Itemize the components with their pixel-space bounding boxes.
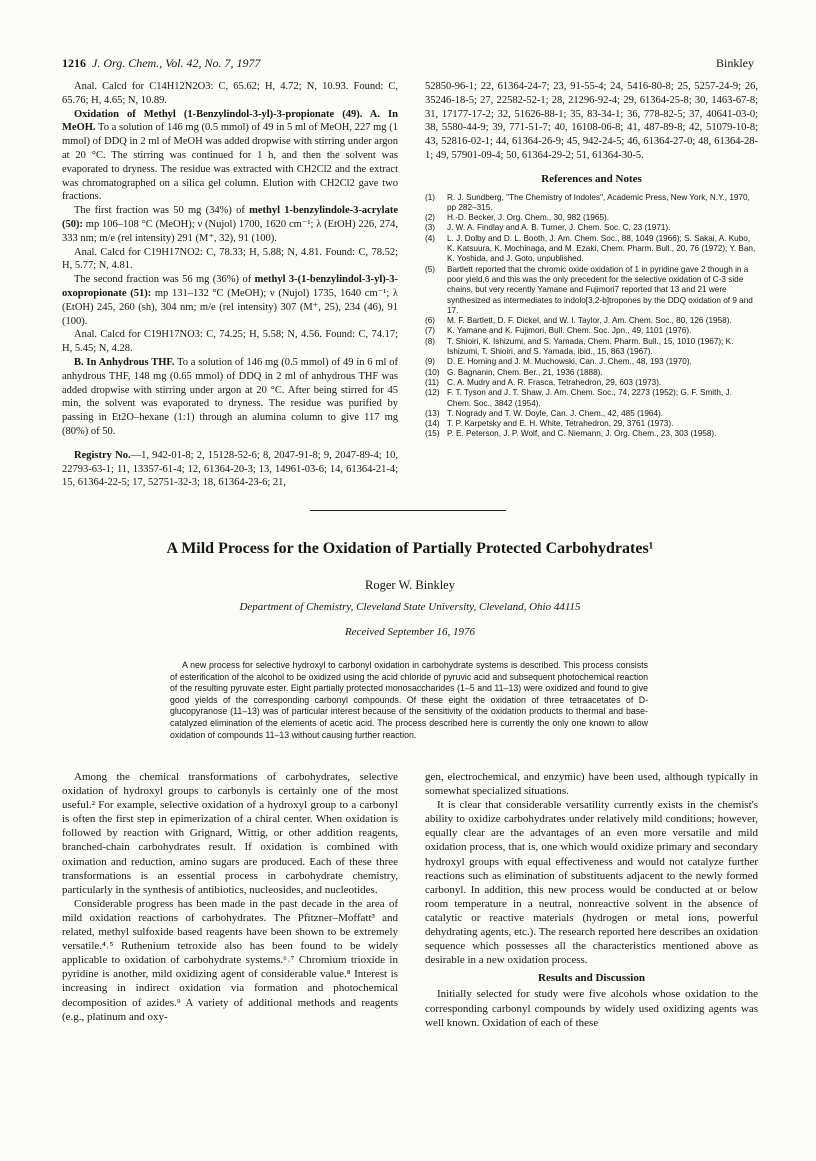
reference-text: G. Bagnanin, Chem. Ber., 21, 1936 (1888). bbox=[447, 367, 603, 377]
reference-item bbox=[425, 213, 758, 223]
reference-text: L. J. Dolby and D. L. Booth, J. Am. Chem. Soc., 88, 1049 (1966); S. Sakai, A. Kubo, K. Katsuura, K. Mochinaga, and M. Ezaki, Chem. Pharm. Bull., 20, 76 (1972); Y. Ban, K. Yoshida, and J. Goto, unpublished. bbox=[447, 233, 756, 264]
reference-number: (9) bbox=[425, 357, 436, 367]
analysis-paragraph: Anal. Calcd for C14H12N2O3: C, 65.62; H, 4.72; N, 10.93. Found: C, 65.76; H, 4.65; N, 10.89. bbox=[62, 81, 398, 106]
reference-number: (8) bbox=[425, 336, 436, 346]
reference-item bbox=[425, 223, 758, 233]
article-author: Roger W. Binkley bbox=[365, 578, 455, 592]
registry-label: Registry No. bbox=[74, 449, 131, 461]
thf-paragraph bbox=[62, 356, 398, 439]
reference-text: J. W. A. Findlay and A. B. Turner, J. Chem. Soc. C, 23 (1971). bbox=[447, 223, 671, 233]
compound-name: methyl 3-(1-benzylindol-3-yl)-3-oxopropionate (51): bbox=[62, 274, 398, 299]
reference-number: (10) bbox=[425, 367, 440, 377]
reference-item bbox=[425, 316, 758, 326]
article-right-column bbox=[425, 770, 758, 1030]
reference-number: (1) bbox=[425, 192, 436, 202]
abstract: A new process for selective hydroxyl to carbonyl oxidation in carbohydrate systems is described. This process consists of esterification of the alcohol to be oxidized using the acid chloride of pyruvic acid and subsequent photochemical reaction of the resulting pyruvate ester. Eight partially protected monosaccharides (1–5 and 11–13) were oxidized and found to give good yields of the corresponding carbonyl compounds. Of these eight the oxidation of three tetraacetates of D-glucopyranose (11–13) was of particular interest because of the sensitivity of the oxidation products to thermal and base-catalyzed elimination of the elements of acetic acid. The process described here is currently the only one known to allow oxidation of compounds 11–13 without causing further reaction. bbox=[170, 660, 648, 740]
paragraph-text: mp 131–132 °C (MeOH); ν (Nujol) 1735, 1640 cm⁻¹; λ (EtOH) 245, 260 (sh), 304 nm; m/e (rel intensity) 307 (M⁺, 25), 234 (46), 91 (100). bbox=[62, 287, 398, 327]
reference-text: C. A. Mudry and A. R. Frasca, Tetrahedron, 29, 603 (1973). bbox=[447, 377, 662, 387]
reference-item bbox=[425, 234, 758, 265]
article-title: A Mild Process for the Oxidation of Partially Protected Carbohydrates¹ bbox=[166, 540, 654, 557]
reference-text: T. Shioiri, K. Ishizumi, and S. Yamada, Chem. Pharm. Bull., 15, 1010 (1967); K. Ishizumi, T. Shioiri, and S. Yamada, ibid., 15, 863 (1967). bbox=[447, 336, 734, 357]
reference-text: P. E. Peterson, J. P. Wolf, and C. Niemann, J. Org. Chem., 23, 303 (1958). bbox=[447, 429, 717, 439]
reference-item bbox=[425, 357, 758, 367]
reference-number: (14) bbox=[425, 419, 440, 429]
analysis-paragraph: Anal. Calcd for C19H17NO2: C, 78.33; H, 5.88; N, 4.81. Found: C, 78.52; H, 5.77; N, 4.81. bbox=[62, 246, 398, 272]
references-list bbox=[425, 193, 758, 440]
article-left-column bbox=[62, 770, 398, 1024]
reference-number: (7) bbox=[425, 326, 436, 336]
received-date: Received September 16, 1976 bbox=[344, 626, 476, 638]
running-head-left bbox=[62, 56, 261, 71]
registry-paragraph bbox=[62, 449, 398, 490]
registry-continued: 52850-96-1; 22, 61364-24-7; 23, 91-55-4; 24, 5416-80-8; 25, 5257-24-9; 26, 35246-18-5; 27, 22582-52-1; 28, 21296-92-4; 29, 61364-25-8; 30, 1463-67-8; 31, 17177-17-2; 32, 51626-88-1; 35, 83-34-1; 36, 778-82-5; 37, 40641-03-0; 38, 5580-44-9; 39, 771-51-7; 40, 16108-06-8; 41, 487-89-8; 42, 51079-10-8; 43, 52816-02-1; 44, 61364-26-9; 45, 942-24-5; 46, 61364-27-0; 48, 61364-28-1; 49, 57901-09-4; 50, 61364-29-2; 51, 61364-30-5. bbox=[425, 81, 758, 161]
reference-item bbox=[425, 409, 758, 419]
journal-citation: J. Org. Chem., Vol. 42, No. 7, 1977 bbox=[92, 56, 261, 70]
running-head bbox=[62, 56, 754, 71]
reference-number: (3) bbox=[425, 223, 436, 233]
reference-number: (2) bbox=[425, 213, 436, 223]
reference-text: K. Yamane and K. Fujimori, Bull. Chem. Soc. Jpn., 49, 1101 (1976). bbox=[447, 326, 692, 336]
oxidation-paragraph bbox=[62, 108, 398, 205]
reference-text: T. Nogrady and T. W. Doyle, Can. J. Chem., 42, 485 (1964). bbox=[447, 408, 664, 418]
section-heading: Results and Discussion bbox=[538, 972, 645, 985]
reference-number: (4) bbox=[425, 233, 436, 243]
body-paragraph: Considerable progress has been made in the past decade in the area of mild oxidation reactions of carbohydrates. The Pfitzner–Moffatt³ and related, methyl sulfoxide based reagents have been shown to be extremely versatile.⁴˒⁵ Ruthenium tetroxide also has been found to be widely applicable to oxidation of carbohydrate systems.⁶˒⁷ Chromium trioxide in pyridine is another, mild oxidizing agent of considerable value.⁸ Interest is increasing in indirect oxidation via formation and photochemical decomposition of azides.⁹ A variety of additional methods and reagents (e.g., platinum and oxy- bbox=[62, 897, 398, 1023]
reference-text: F. T. Tyson and J. T. Shaw, J. Am. Chem. Soc., 74, 2273 (1952); G. F. Smith, J. Chem. Soc., 3842 (1954). bbox=[447, 388, 732, 408]
paragraph-text: mp 106–108 °C (MeOH); ν (Nujol) 1700, 1620 cm⁻¹; λ (EtOH) 226, 274, 333 nm; m/e (rel intensity) 291 (M⁺, 32), 91 (100). bbox=[62, 218, 398, 244]
reference-text: M. F. Bartlett, D. F. Dickel, and W. I. Taylor, J. Am. Chem. Soc., 80, 126 (1958). bbox=[447, 316, 732, 326]
reference-item bbox=[425, 378, 758, 388]
paragraph-heading: Oxidation of Methyl (1-Benzylindol-3-yl)-3-propionate (49). A. In MeOH. bbox=[62, 108, 398, 134]
fraction-paragraph bbox=[62, 273, 398, 328]
running-head-author: Binkley bbox=[716, 56, 754, 70]
paragraph-text: To a solution of 146 mg (0.5 mmol) of 49 in 6 ml of anhydrous THF, 148 mg (0.65 mmol) of DDQ in 2 ml of anhydrous THF was added dropwise with stirring under argon at 20 °C. After being stirred for 45 min, the solvent was evaporated to dryness. The residue was purified by passing in Et2O–hexane (1:1) through an alumina column to give 117 mg (80%) of 50. bbox=[62, 356, 398, 437]
reference-item bbox=[425, 419, 758, 429]
body-paragraph: gen, electrochemical, and enzymic) have been used, although typically in somewhat specialized situations. bbox=[425, 771, 758, 798]
reference-item bbox=[425, 388, 758, 409]
compound-name: methyl 1-benzylindole-3-acrylate (50): bbox=[62, 205, 398, 230]
reference-number: (11) bbox=[425, 377, 439, 387]
registry-numbers: —1, 942-01-8; 2, 15128-52-6; 8, 2047-91-8; 9, 2047-89-4; 10, 22793-63-1; 11, 13357-61-4; 12, 61364-20-3; 13, 14961-03-6; 14, 61364-21-4; 15, 61364-22-5; 17, 52751-32-3; 18, 61364-23-6; 21, bbox=[62, 449, 398, 489]
references-title: References and Notes bbox=[541, 172, 642, 185]
body-paragraph: It is clear that considerable versatility currently exists in the chemist's ability to oxidize carbohydrates under relatively mild conditions; however, equally clear are the advantages of an even more versatile and mild oxidation process, that is, one which would oxidize primary and secondary hydroxyl groups with equal effectiveness and would not catalyze further reactions such as elimination of substituents adjacent to the newly formed carbonyl. In addition, this new process would be conducted at or below room temperature in a neutral, nonreactive solvent in the absence of catalytic or reactive materials (hydrogen or metal ions, powerful dehydrating agents, etc.). The research reported here describes an oxidation sequence which possesses all the characteristics mentioned above as desirable in a new oxidation process. bbox=[425, 799, 758, 967]
reference-item bbox=[425, 429, 758, 439]
paragraph-heading: B. In Anhydrous THF. bbox=[74, 356, 175, 368]
paragraph-text: To a solution of 146 mg (0.5 mmol) of 49 in 5 ml of MeOH, 227 mg (1 mmol) of DDQ in 2 ml of MeOH was added dropwise with stirring under argon at 20 °C. The stirring was continued for 1 h, and then the solvent was evaporated to dryness. The residue was extracted with CH2Cl2 and the extract was chromatographed on a silica gel column. Elution with CH2Cl2 gave two fractions. bbox=[62, 122, 398, 203]
reference-number: (6) bbox=[425, 316, 436, 326]
body-paragraph: Among the chemical transformations of carbohydrates, selective oxidation of hydroxyl groups to carbonyls is certainly one of the most useful.² For example, selective oxidation of a hydroxyl group to a carbonyl is often the first step in epimerization of a chiral center. When oxidation is followed by reaction with Grignard, Wittig, or other addition reagents, branched-chain carbohydrates result. If oxidation is combined with oximation and reduction, amino sugars are produced. Each of these three transformations is an essential process in carbohydrate chemistry, particularly in the synthesis of antibiotics, nucleosides, and nucleotides. bbox=[62, 771, 398, 896]
reference-text: T. P. Karpetsky and E. H. White, Tetrahedron, 29, 3761 (1973). bbox=[447, 419, 674, 429]
analysis-paragraph: Anal. Calcd for C19H17NO3: C, 74.25; H, 5.58; N, 4.56. Found: C, 74.17; H, 5.45; N, 4.28. bbox=[62, 329, 398, 355]
reference-item bbox=[425, 326, 758, 336]
paragraph-text: The first fraction was 50 mg (34%) of bbox=[74, 205, 250, 217]
reference-text: H.-D. Becker, J. Org. Chem., 30, 982 (1965). bbox=[447, 213, 609, 223]
reference-item bbox=[425, 368, 758, 378]
reference-text: Bartlett reported that the chromic oxide oxidation of 1 in pyridine gave 2 though in a poor yield,6 and this was the only precedent for the selective oxidation of C-3 side chains, but very recently Yamane and Fujimori7 reported that 13 and 21 were synthesized as intermediates to indolo[3,2-b]tropones by the DDQ oxidation of 9 and 17. bbox=[447, 264, 753, 315]
fraction-paragraph bbox=[62, 204, 398, 245]
reference-item bbox=[425, 265, 758, 316]
reference-number: (5) bbox=[425, 264, 436, 274]
reference-number: (15) bbox=[425, 429, 440, 439]
body-paragraph: Initially selected for study were five alcohols whose oxidation to the corresponding carbonyl compounds by widely used oxidizing agents was well known. Oxidation of each of these bbox=[425, 988, 758, 1029]
reference-number: (12) bbox=[425, 388, 440, 398]
reference-text: R. J. Sundberg, "The Chemistry of Indoles", Academic Press, New York, N.Y., 1970, pp 282–315. bbox=[447, 192, 750, 212]
reference-item bbox=[425, 193, 758, 214]
reference-text: D. E. Horning and J. M. Muchowski, Can. J. Chem., 48, 193 (1970). bbox=[447, 357, 692, 367]
reference-number: (13) bbox=[425, 408, 440, 418]
previous-article-right-column bbox=[425, 80, 758, 440]
reference-item bbox=[425, 337, 758, 358]
paragraph-text: The second fraction was 56 mg (36%) of bbox=[74, 274, 255, 286]
article-divider bbox=[310, 510, 506, 511]
previous-article-left-column bbox=[62, 80, 398, 490]
page-number: 1216 bbox=[62, 56, 86, 70]
author-affiliation: Department of Chemistry, Cleveland State University, Cleveland, Ohio 44115 bbox=[239, 601, 581, 613]
